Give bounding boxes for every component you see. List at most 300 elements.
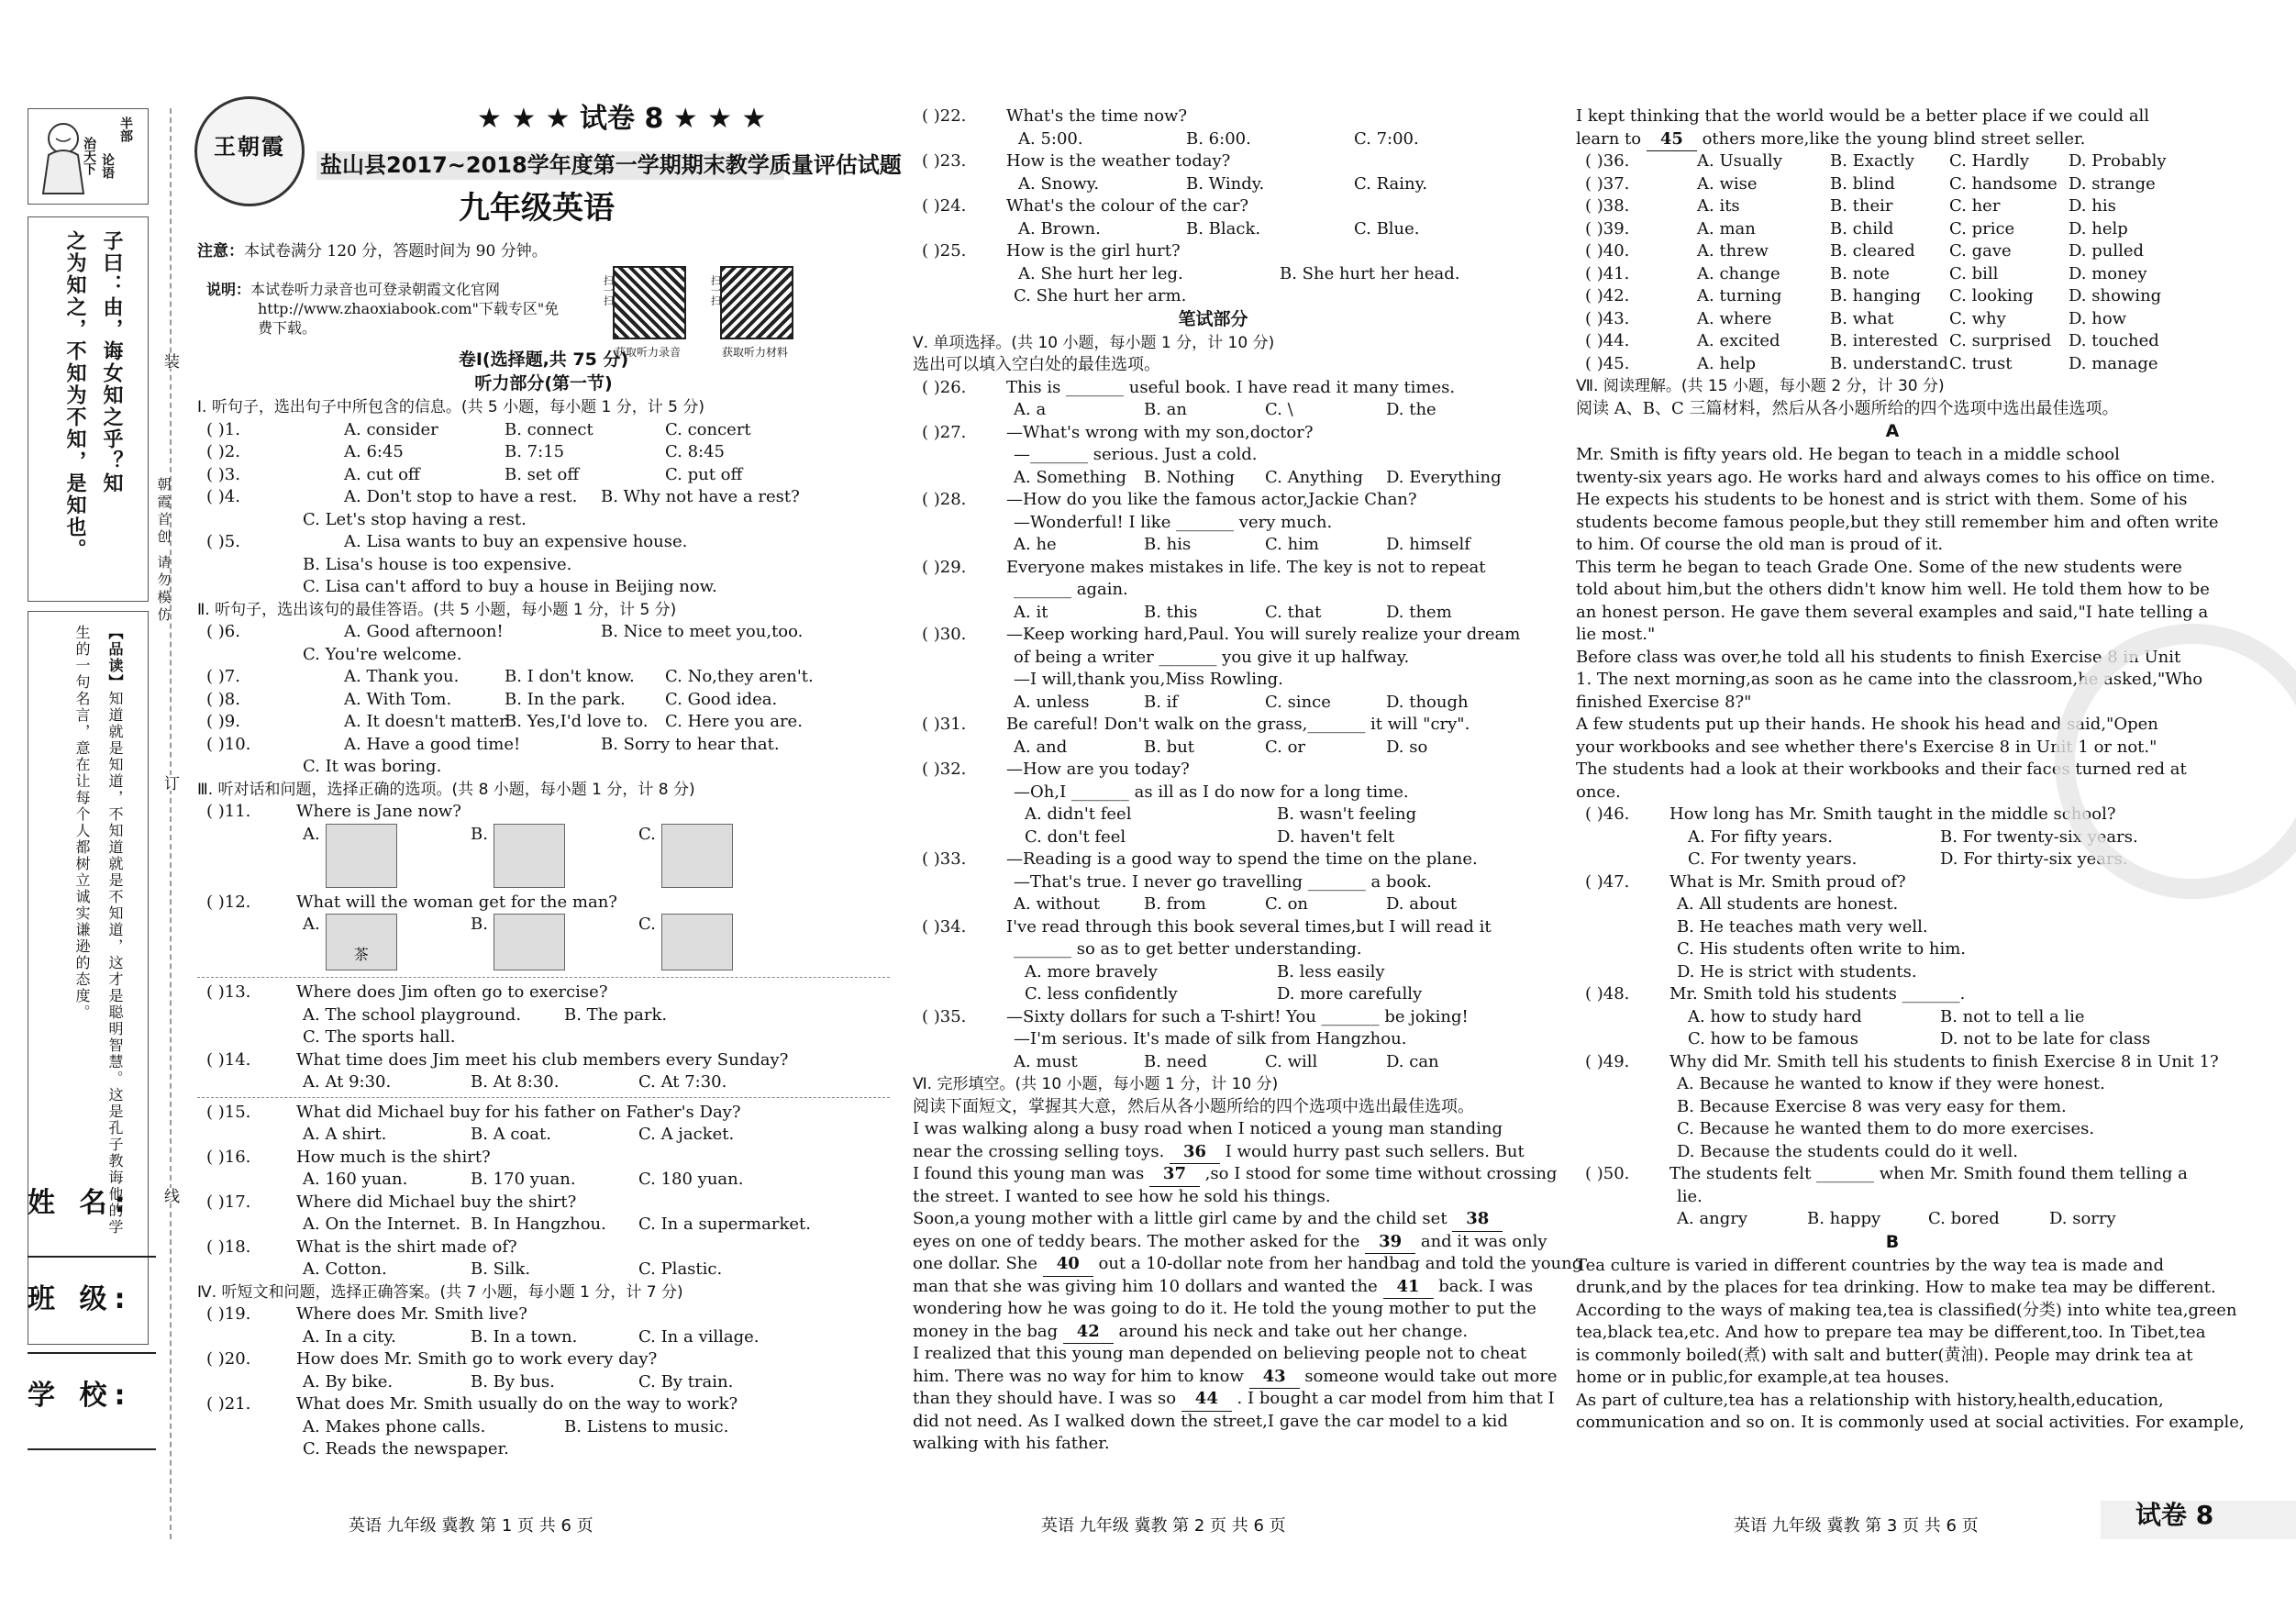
answer-option: B. what [1830, 308, 1894, 328]
text-line: He expects his students to be honest and is strict with them. Some of his [1576, 490, 2188, 509]
text-segment: man that she was giving him 10 dollars and wanted the [913, 1276, 1383, 1296]
answer-option: D. them [1386, 602, 1452, 622]
text-segment: him. There was no way for him to know [913, 1366, 1249, 1386]
answer-option: B. Silk. [471, 1259, 531, 1279]
question-row [197, 1214, 890, 1237]
indented-line: C. You're welcome. [303, 644, 462, 664]
text-line: to him. Of course the old man is proud of it. [1576, 535, 1944, 554]
question-number: ( )14. [206, 1049, 251, 1070]
question-row [913, 150, 1514, 173]
question-number: ( )21. [206, 1394, 251, 1414]
answer-option: B. child [1830, 218, 1894, 238]
question-row [913, 195, 1514, 218]
picture-option [471, 914, 638, 974]
option-picture[interactable] [494, 914, 565, 970]
answer-option: D. how [2069, 308, 2127, 328]
footer-page-2: 英语 九年级 冀教 第 2 页 共 6 页 [1041, 1516, 1286, 1536]
section-title: Ⅳ. 听短文和问题，选择正确答案。(共 7 小题，每小题 1 分，计 7 分) [197, 1282, 683, 1302]
answer-option: B. In a town. [471, 1326, 578, 1347]
text-line [913, 1231, 1547, 1254]
question-stem: What is Mr. Smith proud of? [1669, 871, 1906, 892]
cloze-blank: 37 [1149, 1163, 1200, 1187]
question-number: ( )40. [1585, 241, 1630, 261]
question-stem: How long has Mr. Smith taught in the middle school? [1669, 804, 2116, 824]
question-number: ( )36. [1585, 151, 1630, 171]
indented-line: C. The sports hall. [303, 1027, 456, 1047]
answer-option: C. In a supermarket. [638, 1214, 811, 1234]
text-segment: one dollar. She [913, 1254, 1043, 1273]
answer-option: B. In the park. [505, 689, 626, 709]
answer-option: D. can [1386, 1051, 1439, 1071]
question-row [1576, 1163, 2209, 1186]
binding-line [170, 108, 172, 1539]
divider [197, 1097, 890, 1098]
question-stem: How is the weather today? [1006, 151, 1231, 171]
question-stem: How much is the shirt? [296, 1147, 491, 1167]
question-row [913, 173, 1514, 196]
answer-option: B. understand [1830, 353, 1948, 373]
question-row [1576, 285, 2209, 308]
question-row [197, 801, 890, 824]
picture-label: A. [303, 915, 320, 934]
indented-line: C. It was boring. [303, 757, 442, 776]
indented-line: —That's true. I never go travelling _______ a book. [1014, 871, 1432, 892]
answer-option: A. without [1014, 894, 1101, 914]
question-number: ( )20. [206, 1349, 251, 1369]
answer-option: D. the [1386, 400, 1436, 419]
answer-option: C. Rainy. [1354, 173, 1428, 194]
answer-option: B. wasn't feeling [1277, 804, 1417, 824]
class-label: 班 级: [28, 1283, 133, 1315]
answer-option: B. an [1144, 400, 1187, 419]
binding-mark-1: 装 [158, 353, 182, 369]
name-label: 姓 名: [28, 1187, 133, 1219]
option-picture[interactable] [326, 824, 397, 888]
qr-audio[interactable] [613, 266, 686, 339]
answer-option: C. will [1265, 1051, 1318, 1071]
question-number: ( )3. [206, 464, 240, 484]
question-number: ( )33. [922, 849, 967, 869]
question-row [197, 441, 890, 464]
question-row [197, 419, 890, 442]
text-line: Tea culture is varied in different countries by the way tea is made and [1576, 1255, 2164, 1275]
question-number: ( )10. [206, 734, 251, 754]
answer-option: D. pulled [2069, 241, 2145, 261]
text-line [913, 1321, 1514, 1344]
indented-line: of being a writer _______ you give it up halfway. [1014, 647, 1410, 667]
answer-option: A. turning [1697, 286, 1782, 305]
answer-option: C. bored [1928, 1209, 2000, 1228]
cloze-blank: 41 [1383, 1276, 1434, 1300]
picture-options [197, 824, 890, 892]
text-line [913, 1366, 1558, 1389]
text-segment: money in the bag [913, 1321, 1063, 1341]
question-row [913, 714, 1514, 737]
answer-option: D. not to be late for class [1940, 1029, 2151, 1048]
answer-option: A. where [1697, 308, 1772, 328]
answer-option: A. didn't feel [1025, 804, 1132, 824]
question-stem: —How do you like the famous actor,Jackie Chan? [1006, 490, 1417, 509]
answer-option: C. looking [1949, 286, 2034, 305]
question-row [913, 893, 1514, 916]
question-number: ( )49. [1585, 1051, 1630, 1071]
text-segment: ,so I stood for some time without crossing [1199, 1164, 1558, 1183]
explain-1: 本试卷听力录音也可登录朝霞文化官网 [250, 281, 501, 298]
answer-option: D. Everything [1386, 467, 1502, 487]
answer-option: B. interested [1830, 331, 1938, 350]
question-row [913, 128, 1514, 151]
picture-option [303, 914, 471, 974]
answer-option: A. Something [1014, 467, 1127, 487]
explain-block [206, 280, 559, 338]
text-line: told about him,but the others didn't know him well. He told them how to be [1576, 580, 2210, 599]
answer-option: B. but [1144, 737, 1195, 757]
footer-page-3: 英语 九年级 冀教 第 3 页 共 6 页 [1734, 1516, 1979, 1536]
picture-label: B. [471, 915, 488, 934]
question-stem: What is the shirt made of? [296, 1237, 517, 1257]
question-row [197, 1049, 890, 1072]
class-line[interactable] [28, 1352, 156, 1354]
question-stem: What time does Jim meet his club members every Sunday? [296, 1049, 789, 1070]
question-stem: The students felt _______ when Mr. Smith found them telling a [1669, 1164, 2188, 1183]
answer-option: C. Anything [1265, 467, 1364, 487]
question-number: ( )30. [922, 625, 967, 644]
question-number: ( )48. [1585, 984, 1630, 1004]
text-line: A few students put up their hands. He shook his head and said,"Open [1576, 715, 2158, 734]
answer-option: D. though [1386, 692, 1469, 712]
question-number: ( )18. [206, 1237, 251, 1257]
text-line: lie most." [1576, 625, 1656, 644]
section-heading: B [1885, 1231, 1900, 1252]
option-picture[interactable] [661, 914, 733, 970]
motto-col-1: 半部 [118, 116, 133, 142]
question-row [1576, 195, 2209, 218]
column-1 [197, 349, 890, 1461]
pindu-text-1: 知道就是知道，不知道就是不知道，这才是聪明智慧。这是孔子教诲他的学 [106, 691, 124, 1236]
indented-line: —I will,thank you,Miss Rowling. [1014, 670, 1283, 689]
question-stem: —Keep working hard,Paul. You will surely realize your dream [1006, 625, 1521, 644]
indented-line: lie. [1677, 1186, 1703, 1206]
cloze-blank: 36 [1170, 1141, 1220, 1165]
answer-option: C. surprised [1949, 331, 2052, 350]
name-field[interactable] [28, 1187, 156, 1258]
option-picture[interactable] [494, 824, 565, 888]
motto-box [28, 108, 149, 205]
question-row [197, 1259, 890, 1281]
question-row [913, 983, 1514, 1006]
binding-mark-2: 订 [158, 775, 182, 791]
answer-option: A. The school playground. [303, 1004, 522, 1025]
school-line[interactable] [28, 1448, 156, 1450]
text-segment: back. I was [1433, 1276, 1534, 1296]
answer-option: D. showing [2069, 286, 2162, 305]
indented-line: —I'm serious. It's made of silk from Hangzhou. [1014, 1029, 1407, 1048]
question-row [197, 531, 890, 554]
question-number: ( )26. [922, 377, 967, 397]
answer-option: A. Thank you. [344, 667, 460, 686]
county-title: 盐山县2017~2018学年度第一学期期末教学质量评估试题 [316, 151, 784, 180]
motto-col-3: 治天下 [82, 137, 96, 175]
question-number: ( )11. [206, 802, 251, 821]
text-line: tea,black tea,etc. And how to prepare tea may be different,too. In Tibet,tea [1576, 1323, 2206, 1342]
section-title: Ⅴ. 单项选择。(共 10 小题，每小题 1 分，计 10 分) [913, 333, 1275, 352]
answer-option: B. hanging [1830, 286, 1921, 305]
answer-option: B. The park. [564, 1004, 668, 1025]
question-row [913, 105, 1514, 128]
question-stem: What did Michael buy for his father on Father's Day? [296, 1102, 741, 1122]
question-row [913, 1051, 1514, 1074]
question-row [197, 1393, 890, 1416]
question-row [197, 1071, 890, 1094]
quote-line-2: 之为知之，不知为不知，是知也。 [63, 230, 86, 560]
text-line: This term he began to teach Grade One. Some of the new students were [1576, 557, 2182, 577]
text-segment: . I bought a car model from him that I [1231, 1389, 1555, 1408]
option-picture[interactable] [661, 824, 733, 888]
note-line [197, 240, 548, 263]
answer-option: D. about [1386, 894, 1458, 914]
question-number: ( )37. [1585, 173, 1630, 194]
text-line [913, 1388, 1555, 1411]
question-row [1576, 150, 2209, 173]
answer-option: D. touched [2069, 331, 2159, 350]
question-row [913, 263, 1514, 286]
answer-option: A. She hurt her leg. [1018, 263, 1183, 283]
answer-option: A. more bravely [1025, 961, 1158, 981]
cloze-blank: 43 [1249, 1366, 1300, 1390]
text-line: home or in public,for example,at tea houses. [1576, 1368, 1950, 1387]
indented-line: D. He is strict with students. [1677, 961, 1917, 981]
question-row [197, 1371, 890, 1394]
answer-option: D. his [2069, 196, 2116, 216]
cloze-blank: 39 [1365, 1231, 1415, 1255]
question-number: ( )23. [922, 151, 967, 171]
text-line: I was walking along a busy road when I noticed a young man standing [913, 1119, 1503, 1138]
answer-option: A. unless [1014, 692, 1090, 712]
indented-line: —_______ serious. Just a cold. [1014, 445, 1258, 464]
brand-vertical: 朝霞首创 请勿模仿 [155, 477, 172, 625]
cloze-blank: 40 [1043, 1253, 1093, 1277]
text-line: 选出可以填入空白处的最佳选项。 [913, 355, 1160, 374]
text-line [913, 1141, 1525, 1164]
answer-option: B. Sorry to hear that. [601, 734, 780, 754]
answer-option: A. man [1697, 218, 1756, 238]
text-line: your workbooks and see whether there's Exercise 8 in Unit 1 or not." [1576, 737, 2157, 757]
cloze-blank: 42 [1063, 1321, 1114, 1345]
text-segment: eyes on one of teddy bears. The mother asked for the [913, 1231, 1366, 1251]
answer-option: C. or [1265, 737, 1306, 757]
answer-option: D. haven't felt [1277, 826, 1395, 847]
question-row [913, 240, 1514, 263]
question-row [1576, 308, 2209, 331]
paper-number-text: 试卷 8 [580, 103, 664, 135]
answer-option: C. since [1265, 692, 1331, 712]
text-line: did not need. As I walked down the street,I gave the car model to a kid [913, 1411, 1508, 1431]
question-row [1576, 1051, 2219, 1074]
answer-option: C. bill [1949, 263, 1999, 283]
answer-option: C. For twenty years. [1688, 849, 1858, 869]
question-row [1576, 263, 2209, 286]
answer-option: B. By bus. [471, 1371, 555, 1392]
answer-option: C. Here you are. [665, 712, 803, 731]
question-number: ( )50. [1585, 1164, 1630, 1183]
question-number: ( )4. [206, 487, 240, 506]
answer-option: A. Usually [1697, 151, 1782, 171]
text-line: wondering how he was going to do it. He told the young mother to put the [913, 1299, 1536, 1318]
picture-option [638, 914, 806, 974]
divider [197, 977, 890, 978]
picture-label: C. [638, 824, 656, 844]
question-row [913, 961, 1514, 984]
note-label: 注意： [197, 242, 244, 261]
answer-option: C. less confidently [1025, 984, 1178, 1004]
question-stem: Why did Mr. Smith tell his students to finish Exercise 8 in Unit 1? [1669, 1051, 2219, 1071]
text-line: walking with his father. [913, 1434, 1110, 1453]
answer-option: C. trust [1949, 353, 2013, 373]
logo-text: 王朝霞 [214, 133, 285, 160]
answer-option: D. strange [2069, 173, 2156, 194]
indented-line: A. All students are honest. [1677, 894, 1899, 914]
option-picture[interactable] [326, 914, 397, 970]
picture-option [303, 824, 471, 892]
answer-option: B. happy [1807, 1209, 1881, 1228]
text-line: finished Exercise 8?" [1576, 692, 1752, 712]
text-line: Mr. Smith is fifty years old. He began to teach in a middle school [1576, 445, 2120, 464]
question-row [197, 734, 890, 757]
answer-option: B. Black. [1186, 218, 1261, 238]
answer-option: A. cut off [344, 464, 420, 484]
text-line [913, 1208, 1514, 1231]
answer-option: C. No,they aren't. [665, 667, 814, 686]
text-line: communication and so on. It is commonly used at social activities. For example, [1576, 1413, 2245, 1432]
question-stem: —Reading is a good way to spend the time on the plane. [1006, 849, 1478, 869]
question-row [913, 399, 1514, 422]
column-2 [913, 105, 1583, 1456]
answer-option: A. For fifty years. [1688, 826, 1834, 847]
question-row [197, 1416, 890, 1439]
question-row [197, 711, 890, 734]
indented-line: C. His students often write to him. [1677, 939, 1967, 959]
text-line: an honest person. He gave them several examples and said,"I hate telling a [1576, 602, 2209, 622]
question-stem: Where does Jim often go to exercise? [296, 982, 608, 1002]
answer-option: A. its [1697, 196, 1740, 216]
paper-number: ★ ★ ★ 试卷 8 ★ ★ ★ [477, 103, 767, 135]
answer-option: C. handsome [1949, 173, 2058, 194]
question-stem: What will the woman get for the man? [296, 892, 617, 912]
answer-option: B. Listens to music. [564, 1416, 729, 1436]
answer-option: A. angry [1677, 1209, 1748, 1228]
text-line: 阅读下面短文，掌握其大意，然后从各小题所给的四个选项中选出最佳选项。 [913, 1096, 1474, 1116]
scan-label-2: 扫一扫 [709, 275, 722, 305]
text-segment: out a 10-dollar note from her handbag and told the young [1093, 1254, 1583, 1273]
answer-option: B. less easily [1277, 961, 1385, 981]
cloze-blank: 45 [1647, 128, 1697, 152]
question-stem: I've read through this book several times,but I will read it [1006, 916, 1492, 937]
indented-line: B. Because Exercise 8 was very easy for them. [1677, 1096, 2067, 1116]
question-row [913, 218, 1514, 241]
answer-option: A. it [1014, 602, 1048, 622]
indented-line: —Wonderful! I like _______ very much. [1014, 512, 1333, 532]
answer-option: B. 6:00. [1186, 128, 1251, 149]
answer-option: D. money [2069, 263, 2147, 283]
answer-option: A. It doesn't matter. [344, 712, 511, 731]
explain-label: 说明： [206, 281, 251, 298]
text-line: drunk,and by the places for tea drinking. How to make tea may be different. [1576, 1278, 2216, 1297]
class-field[interactable] [28, 1283, 156, 1354]
question-row [913, 1006, 1514, 1029]
question-number: ( )8. [206, 689, 240, 709]
text-line: twenty-six years ago. He works hard and always comes to his office on time. [1576, 467, 2215, 487]
answer-option: A. Lisa wants to buy an expensive house. [344, 532, 688, 551]
answer-option: B. not to tell a lie [1940, 1006, 2085, 1026]
question-row [1576, 330, 2209, 353]
name-line[interactable] [28, 1256, 156, 1258]
answer-option: D. himself [1386, 535, 1470, 554]
answer-option: A. Makes phone calls. [303, 1416, 486, 1436]
quote-box [28, 216, 149, 602]
answer-option: C. Blue. [1354, 218, 1420, 238]
answer-option: A. help [1697, 353, 1756, 373]
question-number: ( )22. [922, 106, 967, 126]
answer-option: D. Probably [2069, 151, 2167, 171]
answer-option: B. Nothing [1144, 467, 1235, 487]
question-stem: What's the colour of the car? [1006, 196, 1249, 216]
answer-option: C. put off [665, 464, 743, 484]
question-number: ( )29. [922, 557, 967, 577]
answer-option: A. On the Internet. [303, 1214, 461, 1234]
answer-option: C. gave [1949, 241, 2012, 261]
indented-line: D. Because the students could do it well. [1677, 1141, 2018, 1161]
explain-3: 费下载。 [258, 319, 317, 337]
question-row [197, 1124, 890, 1147]
question-row [913, 624, 1521, 647]
answer-option: A. and [1014, 737, 1068, 757]
answer-option: A. 6:45 [344, 442, 404, 461]
indented-line: C. Reads the newspaper. [303, 1439, 509, 1458]
answer-option: C. him [1265, 535, 1319, 554]
answer-option: B. this [1144, 602, 1198, 622]
answer-option: A. how to study hard [1688, 1006, 1862, 1026]
qr-material[interactable] [720, 266, 793, 339]
question-stem: Where did Michael buy the shirt? [296, 1192, 577, 1212]
school-field[interactable] [28, 1380, 156, 1450]
pindu-line-1 [104, 625, 127, 1236]
question-row [913, 737, 1514, 760]
answer-option: A. Brown. [1018, 218, 1101, 238]
question-number: ( )7. [206, 667, 240, 686]
answer-option: C. concert [665, 419, 751, 439]
picture-option [638, 824, 806, 892]
section-heading: 卷Ⅰ(选择题,共 75 分) [458, 349, 629, 370]
answer-option: C. Good idea. [665, 689, 778, 709]
answer-option: B. 7:15 [505, 442, 565, 461]
question-stem: Where is Jane now? [296, 802, 461, 821]
answer-option: A. A shirt. [303, 1125, 387, 1144]
answer-option: B. Nice to meet you,too. [601, 622, 804, 641]
question-number: ( )2. [206, 442, 240, 461]
question-number: ( )32. [922, 760, 967, 779]
text-segment: and it was only [1415, 1231, 1547, 1251]
question-row [1576, 983, 2209, 1006]
answer-option: C. Plastic. [638, 1259, 723, 1279]
question-number: ( )24. [922, 196, 967, 216]
answer-option: C. 8:45 [665, 442, 725, 461]
question-number: ( )44. [1585, 331, 1630, 350]
text-line: According to the ways of making tea,tea is classified(分类) into white tea,green [1576, 1300, 2237, 1320]
answer-option: A. At 9:30. [303, 1072, 392, 1092]
indented-line: B. He teaches math very well. [1677, 916, 1928, 937]
answer-option: C. her [1949, 196, 2001, 216]
question-row [197, 689, 890, 712]
